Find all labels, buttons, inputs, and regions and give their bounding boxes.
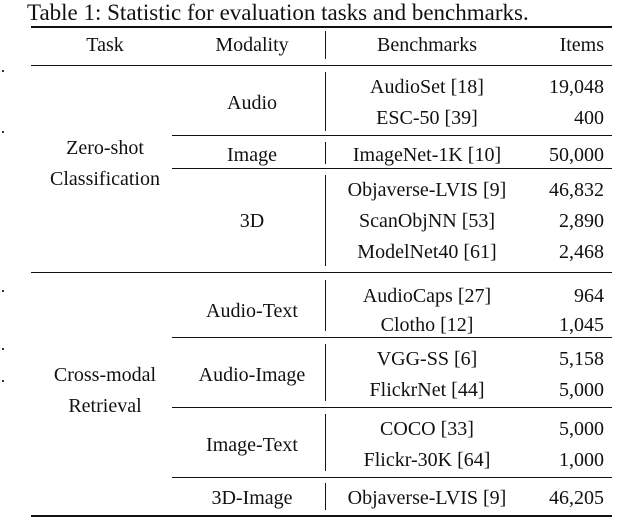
items-cell: 46,205 <box>549 487 604 509</box>
benchmark-cell: Objaverse-LVIS [9] <box>347 487 507 509</box>
items-cell: 1,045 <box>559 314 604 336</box>
benchmark-cell: ImageNet-1K [10] <box>352 144 502 166</box>
margin-tick <box>2 348 4 350</box>
group-rule <box>172 407 612 408</box>
section-rule <box>31 272 612 273</box>
benchmark-cell: ModelNet40 [61] <box>357 241 497 263</box>
benchmark-cell: AudioSet [18] <box>370 76 484 98</box>
items-cell: 964 <box>574 285 604 307</box>
benchmark-cell: Flickr-30K [64] <box>363 449 491 471</box>
items-cell: 2,468 <box>559 241 604 263</box>
column-divider <box>325 414 326 471</box>
items-cell: 1,000 <box>559 449 604 471</box>
top-rule <box>31 26 612 28</box>
benchmark-cell: Clotho [12] <box>380 314 474 336</box>
column-divider <box>325 280 326 331</box>
margin-tick <box>2 70 4 72</box>
column-divider <box>325 72 326 131</box>
task-label: Cross-modal <box>53 364 157 386</box>
items-cell: 2,890 <box>559 210 604 232</box>
column-divider <box>325 175 326 266</box>
table-caption: Table 1: Statistic for evaluation tasks and benchmarks. <box>27 0 529 25</box>
task-label: Classification <box>50 167 160 190</box>
margin-tick <box>2 290 4 292</box>
modality-label: Image-Text <box>206 433 298 456</box>
group-rule <box>172 337 612 338</box>
modality-label: 3D <box>239 210 265 232</box>
benchmark-cell: FlickrNet [44] <box>369 379 485 401</box>
column-divider <box>325 31 326 59</box>
modality-label: Audio <box>227 91 277 114</box>
items-cell: 400 <box>574 107 604 129</box>
benchmark-cell: Objaverse-LVIS [9] <box>347 179 507 201</box>
header-items: Items <box>559 34 604 56</box>
items-cell: 5,000 <box>559 418 604 440</box>
header-task: Task <box>86 34 124 56</box>
margin-tick <box>2 380 4 382</box>
header-rule <box>31 65 612 66</box>
modality-label: Image <box>227 144 277 166</box>
benchmark-cell: VGG-SS [6] <box>376 348 478 370</box>
task-label: Zero-shot <box>66 136 144 159</box>
items-cell: 5,000 <box>559 379 604 401</box>
column-divider <box>325 483 326 510</box>
modality-label: 3D-Image <box>211 487 293 509</box>
task-label: Retrieval <box>68 395 142 417</box>
items-cell: 46,832 <box>549 179 604 201</box>
group-rule <box>172 135 612 136</box>
benchmark-cell: ScanObjNN [53] <box>358 210 496 232</box>
header-modality: Modality <box>215 34 289 56</box>
benchmark-cell: AudioCaps [27] <box>362 285 492 307</box>
items-cell: 19,048 <box>549 76 604 98</box>
column-divider <box>325 142 326 164</box>
margin-tick <box>2 131 4 133</box>
items-cell: 5,158 <box>559 348 604 370</box>
benchmark-cell: COCO [33] <box>380 418 474 440</box>
modality-label: Audio-Image <box>198 363 306 386</box>
group-rule <box>172 168 612 169</box>
column-divider <box>325 344 326 401</box>
header-benchmarks: Benchmarks <box>377 34 477 56</box>
benchmark-cell: ESC-50 [39] <box>376 107 478 129</box>
bottom-rule <box>31 515 612 517</box>
modality-label: Audio-Text <box>206 299 298 322</box>
group-rule <box>172 477 612 478</box>
items-cell: 50,000 <box>549 144 604 166</box>
